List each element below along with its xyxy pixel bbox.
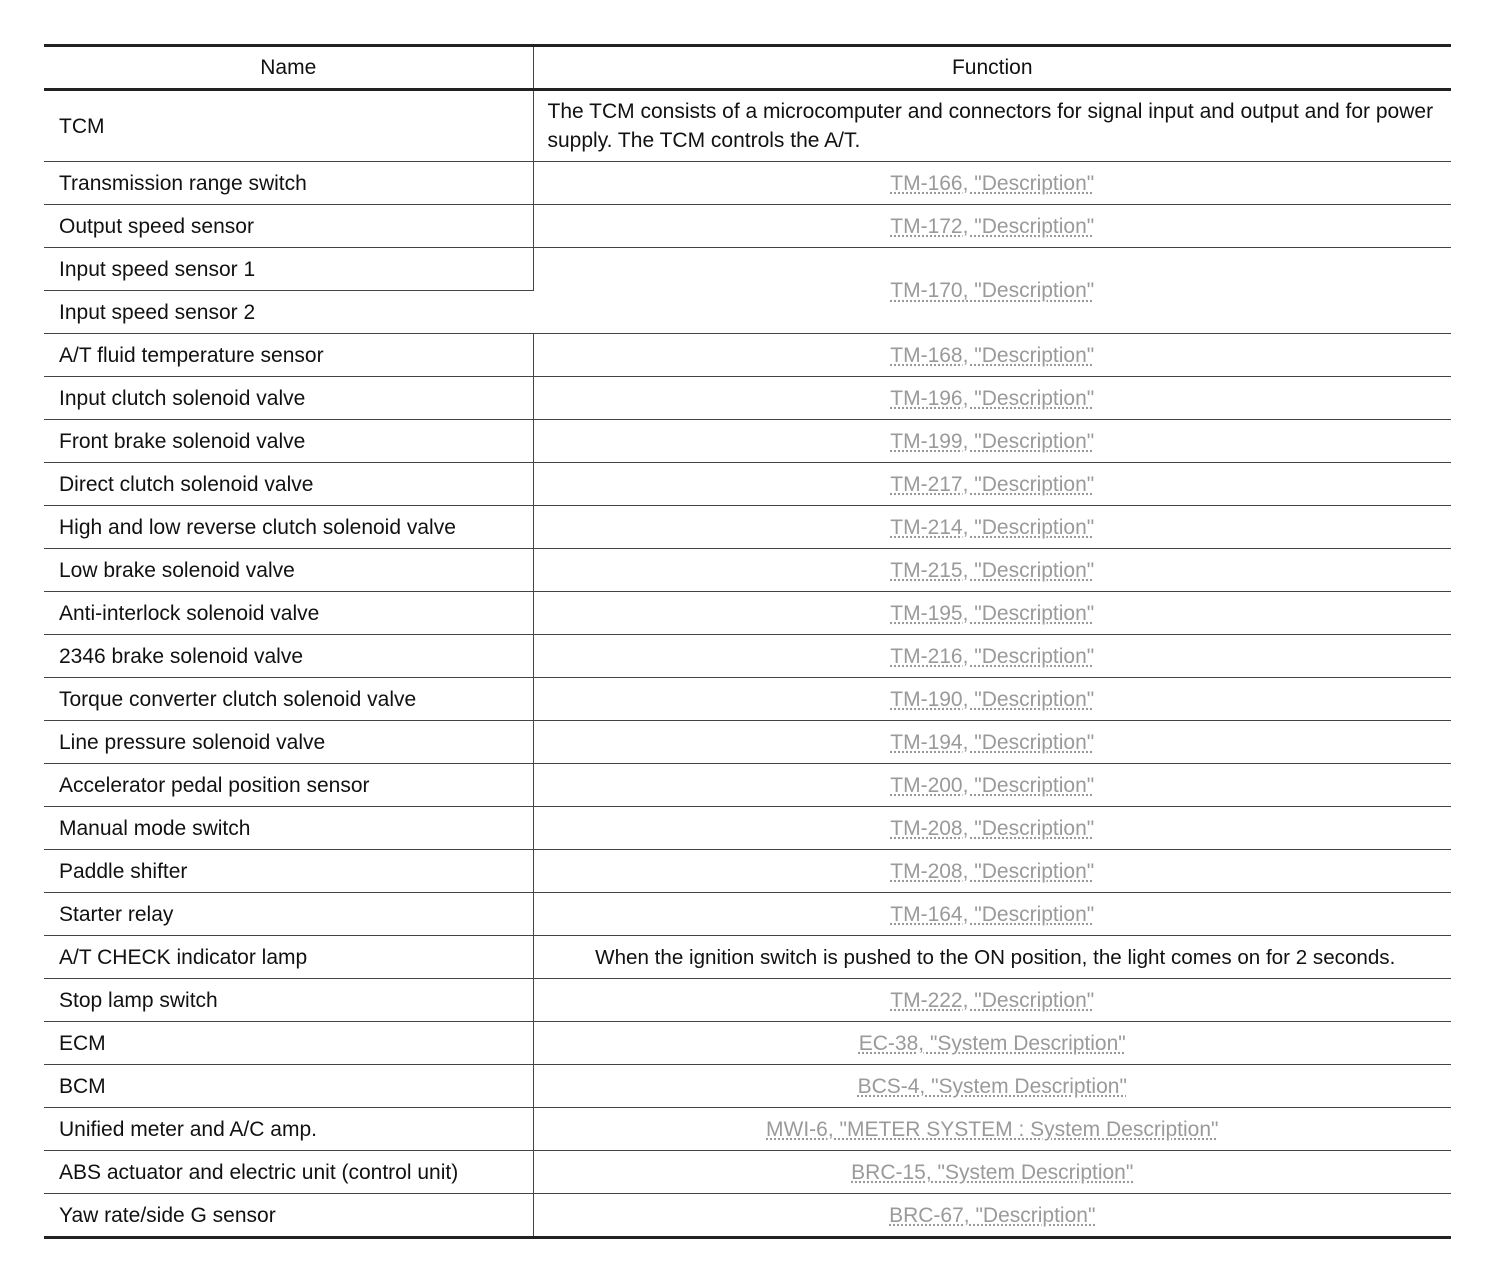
table-row [44,721,1451,764]
row-function [533,162,1451,205]
row-name: Output speed sensor [44,205,533,248]
row-name: Line pressure solenoid valve [44,721,533,764]
reference-link[interactable]: TM-168, "Description" [890,343,1095,367]
table-header-row [44,46,1451,90]
reference-link[interactable]: TM-170, "Description" [890,279,1095,302]
table-row [44,90,1451,162]
row-function [533,807,1451,850]
row-function [533,420,1451,463]
row-name: A/T fluid temperature sensor [44,334,533,377]
row-function [533,463,1451,506]
row-name: A/T CHECK indicator lamp [44,936,533,979]
row-name: BCM [44,1065,533,1108]
table-row [44,1065,1451,1108]
row-name: TCM [44,90,533,162]
column-header-name: Name [44,46,533,90]
reference-link[interactable]: TM-208, "Description" [890,816,1095,840]
reference-link[interactable]: BCS-4, "System Description" [857,1074,1127,1098]
row-function [533,248,1451,334]
row-name: Input speed sensor 2 [44,291,533,334]
row-function [533,377,1451,420]
table-row [44,936,1451,979]
row-name: Direct clutch solenoid valve [44,463,533,506]
row-name: High and low reverse clutch solenoid valve [44,506,533,549]
row-function [533,1022,1451,1065]
table-row [44,893,1451,936]
row-function [533,1194,1451,1238]
row-function [533,764,1451,807]
reference-link[interactable]: TM-199, "Description" [890,429,1095,453]
table-row [44,764,1451,807]
component-function-table [44,44,1451,1239]
row-name: Starter relay [44,893,533,936]
reference-link[interactable]: TM-215, "Description" [890,558,1095,582]
row-name: Front brake solenoid valve [44,420,533,463]
table-row [44,850,1451,893]
table-row [44,248,1451,291]
reference-link[interactable]: TM-172, "Description" [890,214,1095,238]
table-row [44,420,1451,463]
table-row [44,1108,1451,1151]
table-row [44,979,1451,1022]
row-function [533,334,1451,377]
table-row [44,678,1451,721]
reference-link[interactable]: MWI-6, "METER SYSTEM : System Description" [766,1117,1219,1141]
row-function [533,1108,1451,1151]
row-name: Paddle shifter [44,850,533,893]
row-function [533,1065,1451,1108]
row-name: Unified meter and A/C amp. [44,1108,533,1151]
reference-link[interactable]: BRC-15, "System Description" [851,1160,1134,1184]
row-function [533,506,1451,549]
table-row [44,334,1451,377]
reference-link[interactable]: TM-216, "Description" [890,644,1095,668]
table-row [44,807,1451,850]
reference-link[interactable]: EC-38, "System Description" [858,1031,1126,1055]
row-name: ECM [44,1022,533,1065]
row-function [533,205,1451,248]
table-row [44,1194,1451,1238]
row-name: Transmission range switch [44,162,533,205]
row-function-text: The TCM consists of a microcomputer and connectors for signal input and output and for power supply. The TCM controls the A/T. [533,90,1451,162]
reference-link[interactable]: TM-164, "Description" [890,902,1095,926]
table-row [44,592,1451,635]
row-name: Input speed sensor 1 [44,248,533,291]
row-function [533,635,1451,678]
row-name: Yaw rate/side G sensor [44,1194,533,1238]
reference-link[interactable]: TM-166, "Description" [890,171,1095,195]
row-function [533,721,1451,764]
table-row [44,463,1451,506]
reference-link[interactable]: TM-214, "Description" [890,515,1095,539]
row-name: 2346 brake solenoid valve [44,635,533,678]
table-row [44,635,1451,678]
row-function [533,979,1451,1022]
row-name: Input clutch solenoid valve [44,377,533,420]
table-row [44,506,1451,549]
table-row [44,162,1451,205]
column-header-function: Function [951,56,1033,79]
reference-link[interactable]: TM-190, "Description" [890,687,1095,711]
row-name: Anti-interlock solenoid valve [44,592,533,635]
row-name: Accelerator pedal position sensor [44,764,533,807]
table-row [44,377,1451,420]
reference-link[interactable]: TM-208, "Description" [890,859,1095,883]
row-name: ABS actuator and electric unit (control unit) [44,1151,533,1194]
row-function [533,850,1451,893]
row-name: Manual mode switch [44,807,533,850]
row-name: Low brake solenoid valve [44,549,533,592]
reference-link[interactable]: TM-195, "Description" [890,601,1095,625]
row-function [533,549,1451,592]
row-function [533,1151,1451,1194]
row-function [533,678,1451,721]
table-row [44,1022,1451,1065]
table-row [44,205,1451,248]
table-row [44,1151,1451,1194]
reference-link[interactable]: TM-222, "Description" [890,988,1095,1012]
row-name: Torque converter clutch solenoid valve [44,678,533,721]
row-function-text: When the ignition switch is pushed to the ON position, the light comes on for 2 seconds. [533,936,1451,979]
row-function [533,893,1451,936]
reference-link[interactable]: TM-196, "Description" [890,386,1095,410]
reference-link[interactable]: TM-194, "Description" [890,730,1095,754]
table-row [44,549,1451,592]
reference-link[interactable]: TM-217, "Description" [890,472,1095,496]
row-name: Stop lamp switch [44,979,533,1022]
reference-link[interactable]: TM-200, "Description" [890,773,1095,797]
row-function [533,592,1451,635]
reference-link[interactable]: BRC-67, "Description" [889,1203,1096,1227]
